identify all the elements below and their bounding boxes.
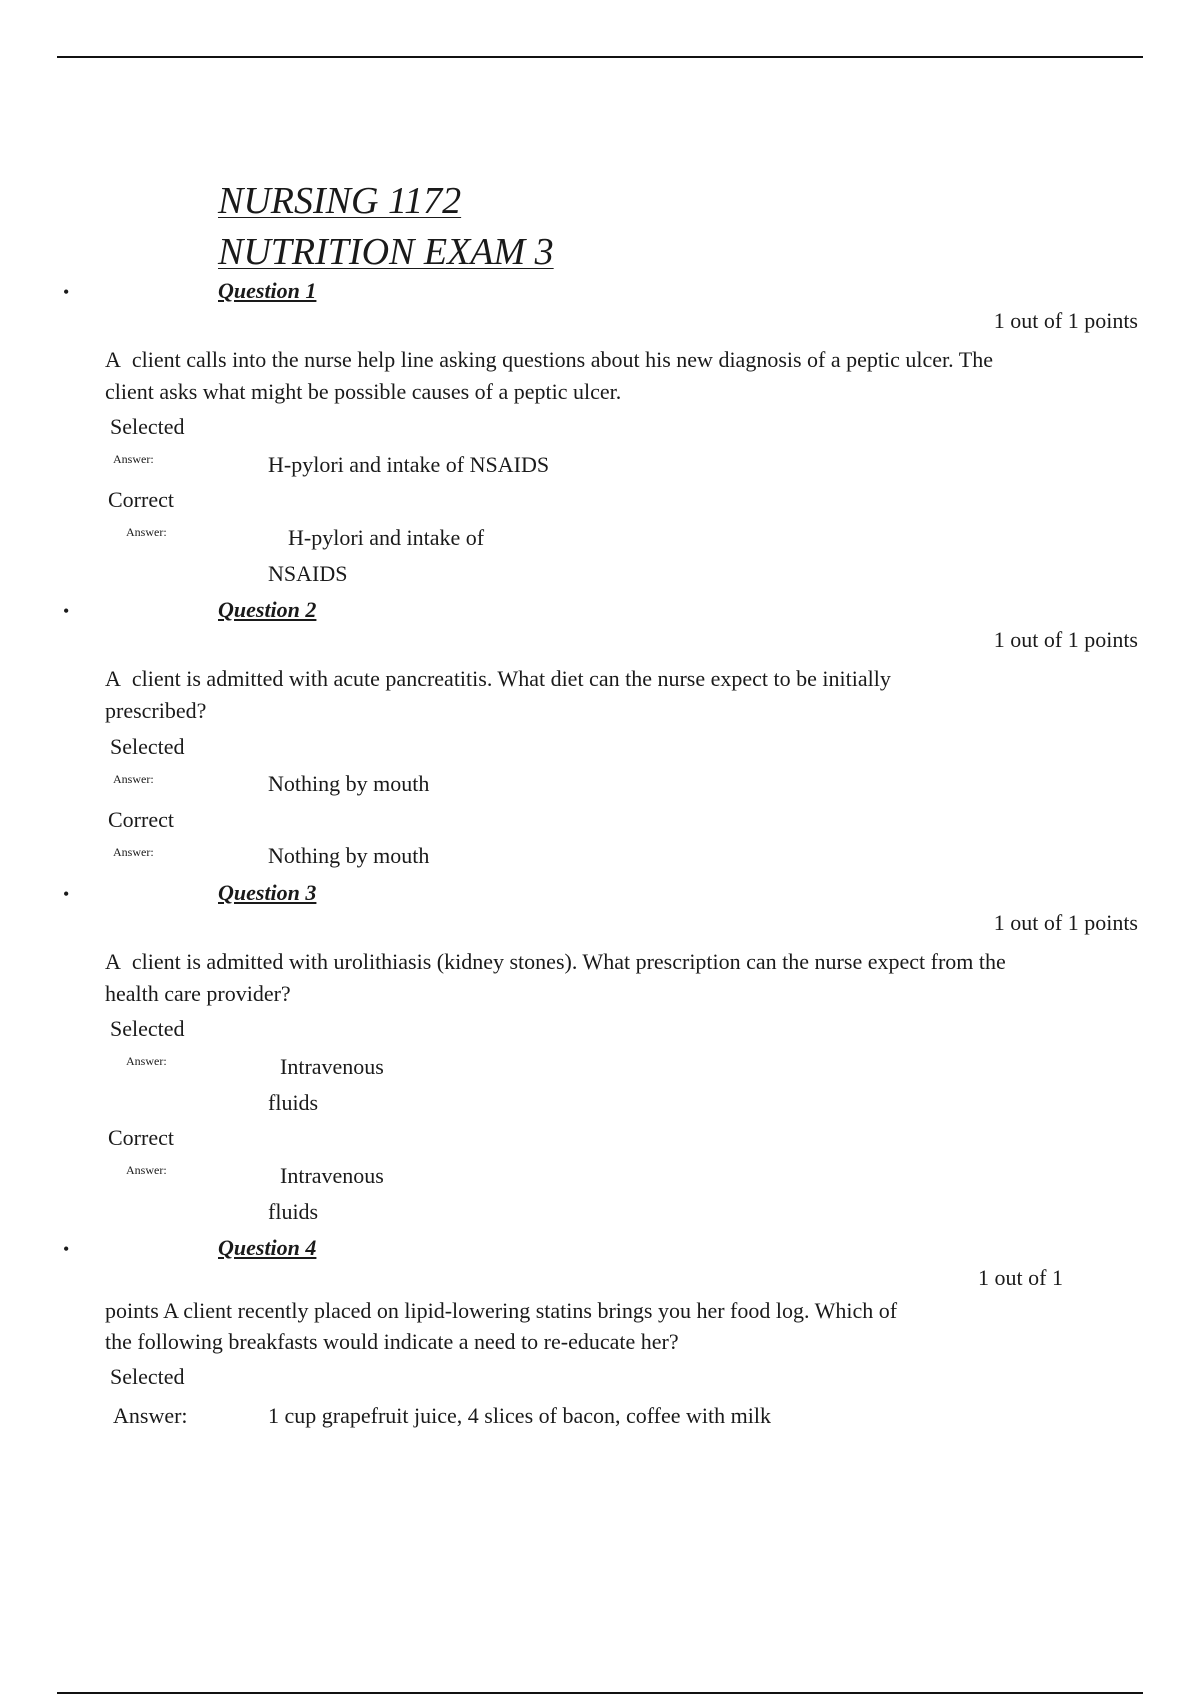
correct-answer: Nothing by mouth (268, 843, 430, 868)
selected-answer: Nothing by mouth (268, 771, 430, 796)
top-rule (57, 56, 1143, 58)
correct-answer: Intravenous fluids (268, 1163, 384, 1224)
question-heading: Question 2 (218, 597, 317, 622)
exam-title: NUTRITION EXAM 3 (218, 231, 554, 273)
selected-label: Selected (110, 1364, 185, 1389)
selected-answer: 1 cup grapefruit juice, 4 slices of bacon, coffee with milk (268, 1403, 771, 1428)
answer-label: Answer: (113, 1403, 188, 1428)
selected-label: Selected (110, 414, 185, 439)
question-body: client is admitted with urolithiasis (kidney stones). What prescription can the nurse expect from the health care provider? (105, 949, 1006, 1006)
points-score: 1 out of 1 points (993, 910, 1138, 935)
question-text (105, 344, 1035, 408)
question-lead: A (105, 666, 121, 691)
selected-label: Selected (110, 734, 185, 759)
correct-label: Correct (108, 1125, 174, 1150)
course-title: NURSING 1172 (218, 180, 462, 222)
question-text (105, 663, 985, 727)
points-score: 1 out of 1 points (993, 308, 1138, 333)
answer-label: Answer: (113, 452, 154, 466)
points-score: 1 out of 1 points (993, 627, 1138, 652)
question-heading: Question 4 (218, 1235, 317, 1260)
answer-label: Answer: (126, 1054, 167, 1068)
selected-answer: H-pylori and intake of NSAIDS (268, 452, 550, 477)
bullet: • (63, 282, 70, 302)
correct-answer-label: Answer: (126, 525, 167, 539)
question-heading: Question 1 (218, 278, 317, 303)
correct-label: Correct (108, 807, 174, 832)
selected-answer: Intravenous fluids (268, 1054, 384, 1115)
bullet: • (63, 1239, 70, 1259)
correct-answer-label: Answer: (126, 1163, 167, 1177)
correct-label: Correct (108, 487, 174, 512)
question-heading: Question 3 (218, 880, 317, 905)
selected-label: Selected (110, 1016, 185, 1041)
question-lead: A (105, 347, 121, 372)
bullet: • (63, 884, 70, 904)
bullet: • (63, 601, 70, 621)
correct-answer: H-pylori and intake of NSAIDS (268, 525, 485, 586)
question-body: client calls into the nurse help line asking questions about his new diagnosis of a peptic ulcer. The client asks what might be possible causes of a peptic ulcer. (105, 347, 993, 404)
points-score: 1 out of 1 (978, 1265, 1063, 1290)
question-body: client is admitted with acute pancreatitis. What diet can the nurse expect to be initially prescribed? (105, 666, 891, 723)
correct-answer-label: Answer: (113, 845, 154, 859)
question-lead: A (105, 949, 121, 974)
question-text (105, 946, 1035, 1010)
bottom-rule (57, 1692, 1143, 1694)
answer-label: Answer: (113, 772, 154, 786)
question-text: points A client recently placed on lipid-lowering statins brings you her food log. Which of the following breakfasts would indicate a need to re-educate her? (105, 1298, 898, 1354)
